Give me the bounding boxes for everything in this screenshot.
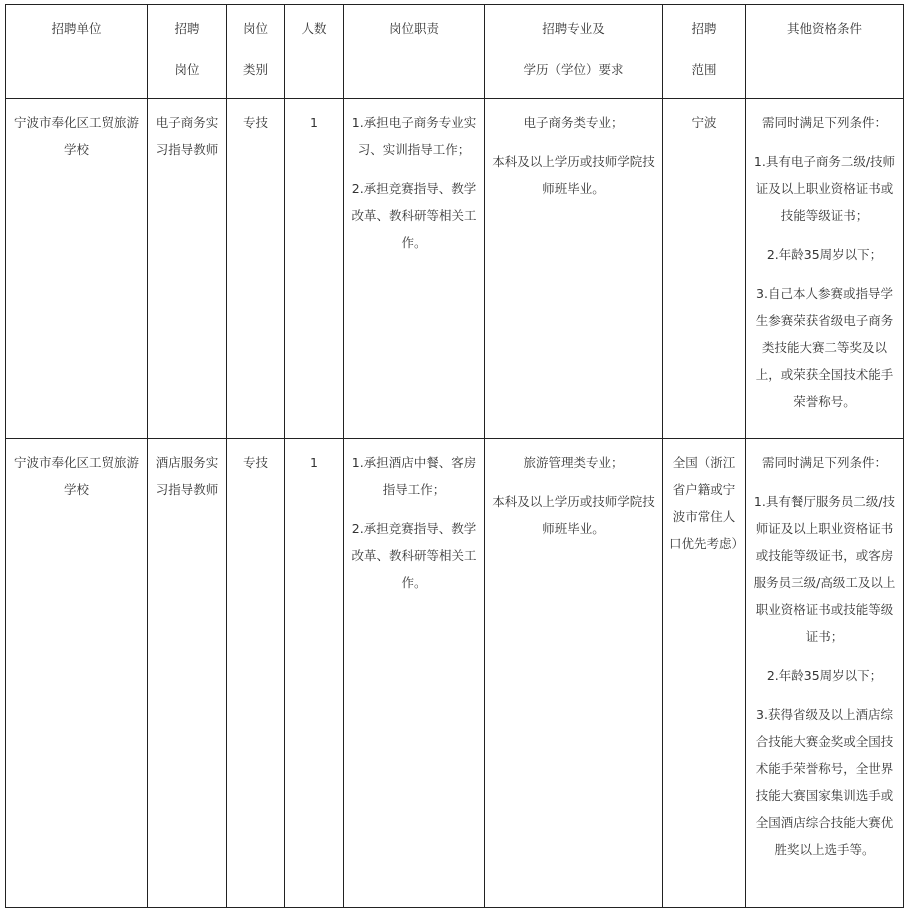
condition-item: 2.年龄35周岁以下；	[766, 247, 883, 262]
duty-item: 1.承担电子商务专业实习、实训指导工作；	[351, 115, 477, 157]
cell-category: 专技	[227, 439, 285, 908]
condition-item: 2.年龄35周岁以下；	[766, 668, 883, 683]
header-duties: 岗位职责	[344, 5, 485, 99]
table-row	[6, 99, 904, 439]
cell-position: 电子商务实习指导教师	[148, 99, 227, 439]
cell-major	[485, 99, 663, 439]
condition-item: 1.具有餐厅服务员二级/技师证及以上职业资格证书或技能等级证书，或客房服务员三级/高级工及以上职业资格证书或技能等级证书；	[753, 494, 896, 644]
table-row	[6, 439, 904, 908]
cell-scope: 全国（浙江省户籍或宁波市常住人口优先考虑）	[663, 439, 746, 908]
cell-major	[485, 439, 663, 908]
header-scope: 招聘 范围	[663, 5, 746, 99]
cell-duties	[344, 99, 485, 439]
cell-duties	[344, 439, 485, 908]
condition-item: 需同时满足下列条件：	[761, 455, 887, 470]
header-conditions: 其他资格条件	[746, 5, 904, 99]
header-major: 招聘专业及 学历（学位）要求	[485, 5, 663, 99]
cell-scope: 宁波	[663, 99, 746, 439]
major-item: 本科及以上学历或技师学院技师班毕业。	[492, 154, 655, 196]
major-item: 本科及以上学历或技师学院技师班毕业。	[492, 494, 655, 536]
condition-item: 需同时满足下列条件：	[761, 115, 887, 130]
cell-unit: 宁波市奉化区工贸旅游学校	[6, 99, 148, 439]
header-position: 招聘 岗位	[148, 5, 227, 99]
cell-category: 专技	[227, 99, 285, 439]
cell-conditions	[746, 439, 904, 908]
duty-item: 2.承担竞赛指导、教学改革、教科研等相关工作。	[351, 521, 477, 590]
header-unit: 招聘单位	[6, 5, 148, 99]
cell-conditions	[746, 99, 904, 439]
header-category: 岗位 类别	[227, 5, 285, 99]
condition-item: 1.具有电子商务二级/技师证及以上职业资格证书或技能等级证书；	[753, 154, 896, 223]
duty-item: 1.承担酒店中餐、客房指导工作；	[351, 455, 477, 497]
recruitment-table	[5, 4, 904, 908]
cell-position: 酒店服务实习指导教师	[148, 439, 227, 908]
major-item: 旅游管理类专业；	[523, 455, 624, 470]
header-count: 人数	[285, 5, 344, 99]
cell-unit: 宁波市奉化区工贸旅游学校	[6, 439, 148, 908]
condition-item: 3.自己本人参赛或指导学生参赛荣获省级电子商务类技能大赛二等奖及以上，或荣获全国技术能手荣誉称号。	[755, 286, 894, 409]
cell-count: 1	[285, 439, 344, 908]
condition-item: 3.获得省级及以上酒店综合技能大赛金奖或全国技术能手荣誉称号，全世界技能大赛国家集训选手或全国酒店综合技能大赛优胜奖以上选手等。	[755, 707, 894, 857]
cell-count: 1	[285, 99, 344, 439]
major-item: 电子商务类专业；	[523, 115, 624, 130]
duty-item: 2.承担竞赛指导、教学改革、教科研等相关工作。	[351, 181, 477, 250]
table-header-row	[6, 5, 904, 99]
